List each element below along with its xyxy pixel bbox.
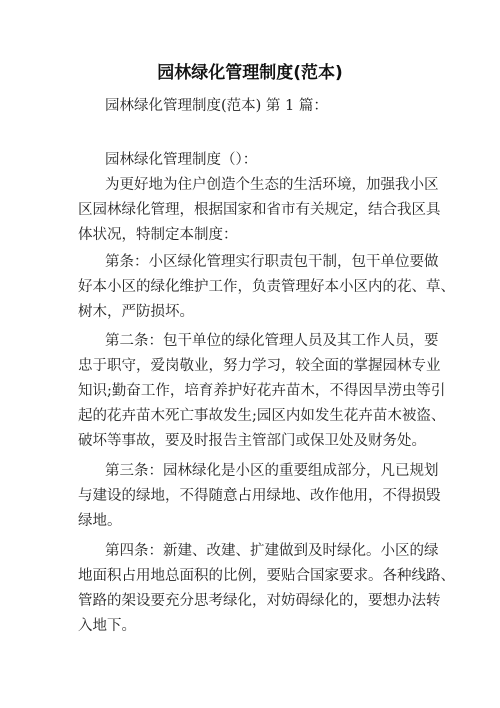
document-title: 园林绿化管理制度(范本) bbox=[157, 63, 343, 83]
text-line: 与建设的绿地，不得随意占用绿地、改作他用，不得损毁 bbox=[78, 488, 441, 504]
text-line: 第二条：包干单位的绿化管理人员及其工作人员，要 bbox=[105, 333, 439, 349]
text-line: 区园林绿化管理，根据国家和省市有关规定，结合我区具 bbox=[78, 202, 441, 218]
text-line: 体状况，特制定本制度： bbox=[78, 227, 238, 243]
text-line: 第四条：新建、改建、扩建做到及时绿化。小区的绿 bbox=[105, 543, 439, 559]
text-line: 绿地。 bbox=[78, 513, 122, 529]
text-line: 起的花卉苗木死亡事故发生;园区内如发生花卉苗木被盗、 bbox=[78, 408, 446, 424]
text-line: 第三条：园林绿化是小区的重要组成部分，凡已规划 bbox=[105, 463, 439, 479]
text-line: 树木，严防损坏。 bbox=[78, 304, 194, 320]
text-line: 入地下。 bbox=[78, 618, 136, 634]
text-line: 园林绿化管理制度（）： bbox=[105, 152, 258, 168]
text-line: 忠于职守，爱岗敬业，努力学习，较全面的掌握园林专业 bbox=[78, 358, 441, 374]
text-line: 地面积占用地总面积的比例，要贴合国家要求。各种线路、 bbox=[78, 568, 455, 584]
text-line: 第条：小区绿化管理实行职责包干制，包干单位要做 bbox=[105, 254, 439, 270]
document-subtitle: 园林绿化管理制度(范本) 第 1 篇： bbox=[105, 98, 328, 114]
text-line: 知识;勤奋工作，培育养护好花卉苗木，不得因旱涝虫等引 bbox=[78, 383, 446, 399]
text-line: 管路的架设要充分思考绿化，对妨碍绿化的，要想办法转 bbox=[78, 593, 441, 609]
text-line: 破坏等事故，要及时报告主管部门或保卫处及财务处。 bbox=[78, 433, 426, 449]
text-line: 为更好地为住户创造个生态的生活环境，加强我小区 bbox=[105, 177, 439, 193]
text-line: 好本小区的绿化维护工作，负责管理好本小区内的花、草、 bbox=[78, 279, 455, 295]
